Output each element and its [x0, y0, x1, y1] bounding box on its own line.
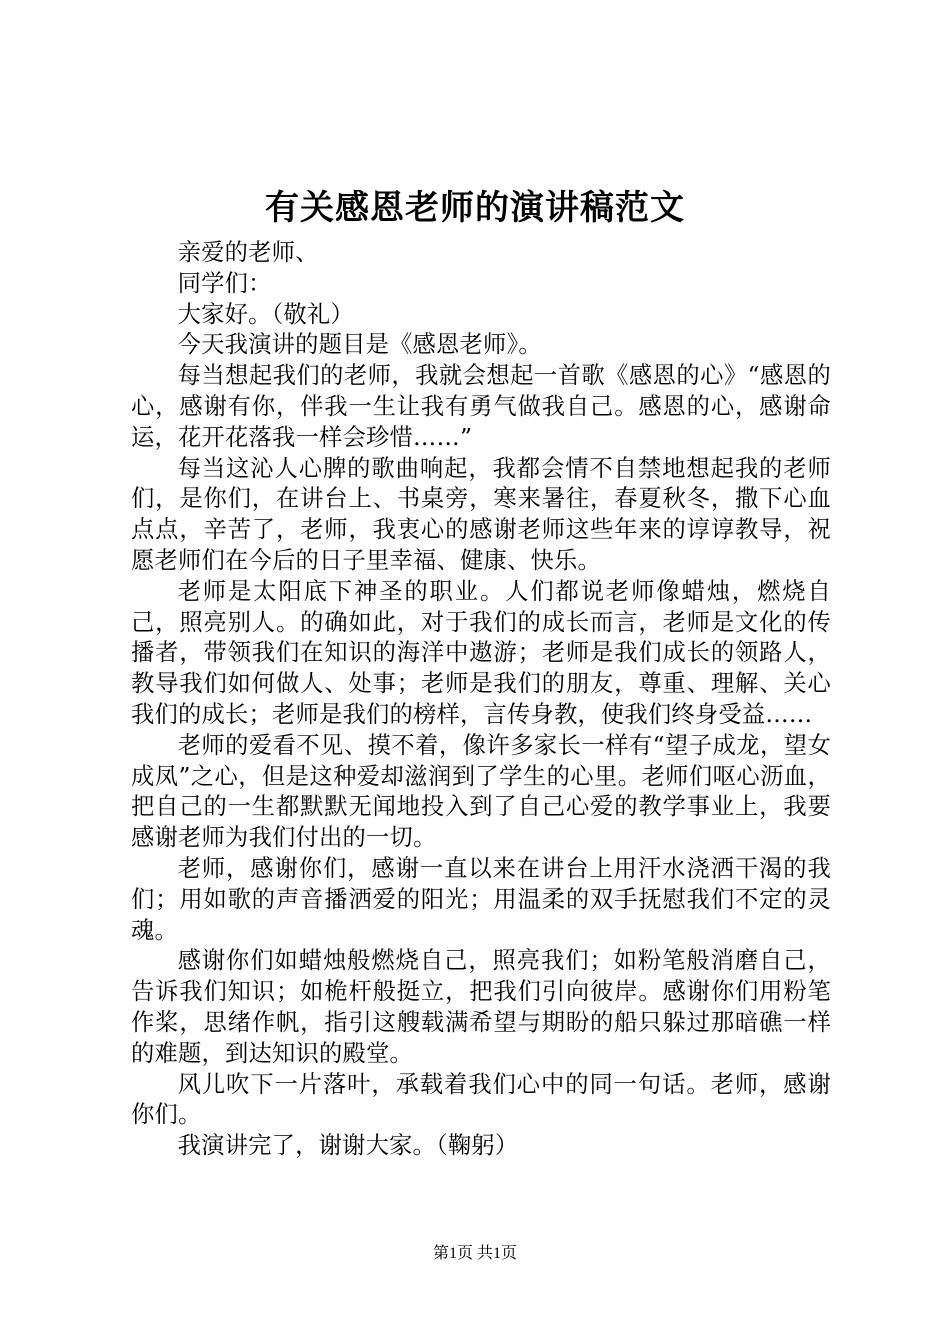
paragraph: 同学们： — [177, 269, 272, 297]
paragraph: 老师是太阳底下神圣的职业。人们都说老师像蜡烛，燃烧自己，照亮别人。的确如此，对于我们的成长而言，老师是文化的传播者，带领我们在知识的海洋中遨游；老师是我们成长的领路人，教导我们如何做人、处事；老师是我们的朋友，尊重、理解、关心我们的成长；老师是我们的榜样，言传身教，使我们终身受益…… — [131, 577, 831, 728]
paragraph: 风儿吹下一片落叶，承载着我们心中的同一句话。老师，感谢你们。 — [131, 1070, 831, 1129]
paragraph: 我演讲完了，谢谢大家。（鞠躬） — [177, 1132, 519, 1160]
paragraph: 每当这沁人心脾的歌曲响起，我都会情不自禁地想起我的老师们，是你们，在讲台上、书桌旁，寒来暑往，春夏秋冬，撒下心血点点，辛苦了，老师，我衷心的感谢老师这些年来的谆谆教导，祝愿老师们在今后的日子里幸福、健康、快乐。 — [131, 454, 831, 574]
paragraph: 感谢你们如蜡烛般燃烧自己，照亮我们；如粉笔般消磨自己，告诉我们知识；如桅杆般挺立，把我们引向彼岸。感谢你们用粉笔作桨，思绪作帆，指引这艘载满希望与期盼的船只躲过那暗礁一样的难题，到达知识的殿堂。 — [131, 947, 831, 1067]
document-body — [131, 238, 831, 1162]
paragraph: 亲爱的老师、 — [177, 239, 319, 266]
paragraph: 每当想起我们的老师，我就会想起一首歌《感恩的心》“感恩的心，感谢有你，伴我一生让我有勇气做我自己。感恩的心，感谢命运，花开花落我一样会珍惜……” — [131, 362, 831, 451]
paragraph: 老师的爱看不见、摸不着，像许多家长一样有“望子成龙，望女成凤”之心，但是这种爱却滋润到了学生的心里。老师们呕心沥血，把自己的一生都默默无闻地投入到了自己心爱的教学事业上，我要感谢老师为我们付出的一切。 — [131, 731, 831, 852]
document-title: 有关感恩老师的演讲稿范文 — [265, 188, 685, 228]
paragraph: 老师，感谢你们，感谢一直以来在讲台上用汗水浇洒干渴的我们；用如歌的声音播洒爱的阳光；用温柔的双手抚慰我们不定的灵魂。 — [131, 854, 831, 944]
paragraph: 今天我演讲的题目是《感恩老师》。 — [177, 331, 542, 359]
paragraph: 大家好。（敬礼） — [177, 300, 354, 328]
page-footer: 第1页 共1页 — [432, 1245, 517, 1262]
